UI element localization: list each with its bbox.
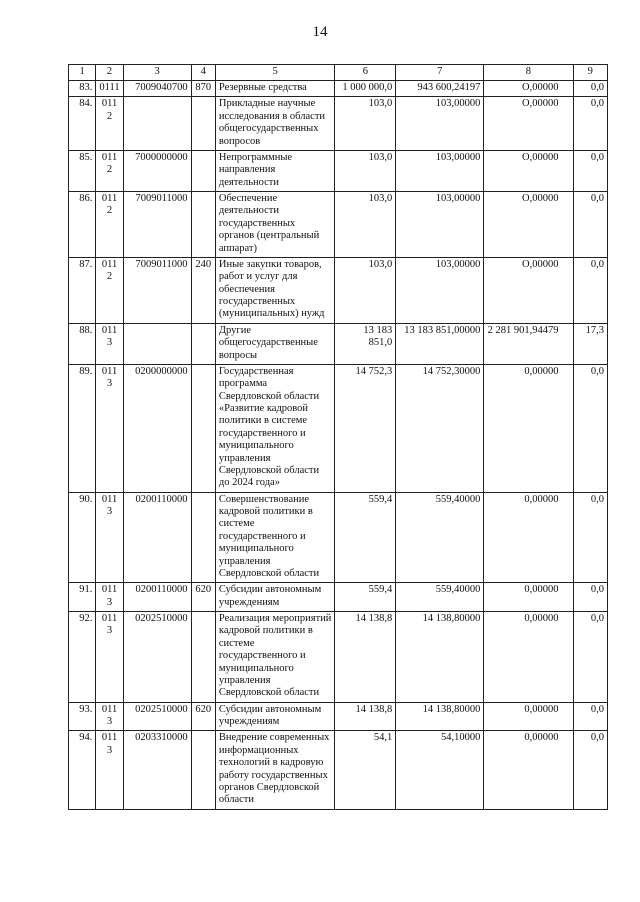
- specified-amount-cell: 103,00000: [396, 97, 484, 151]
- expense-type-cell: [191, 492, 215, 583]
- target-code-cell: 0202510000: [123, 702, 191, 731]
- row-number-cell: 85.: [69, 150, 96, 191]
- column-header: 7: [396, 65, 484, 81]
- table-row: [69, 364, 608, 492]
- table-row: [69, 192, 608, 258]
- specified-amount-cell: 14 752,30000: [396, 364, 484, 492]
- percent-cell: 0,0: [573, 612, 608, 703]
- executed-amount-cell: О,00000: [484, 192, 573, 258]
- table-row: [69, 492, 608, 583]
- section-code-cell: 0111: [96, 81, 123, 97]
- target-code-cell: 7009011000: [123, 192, 191, 258]
- executed-amount-cell: 0,00000: [484, 583, 573, 612]
- specified-amount-cell: 103,00000: [396, 150, 484, 191]
- column-header: 4: [191, 65, 215, 81]
- plan-amount-cell: 14 138,8: [335, 612, 396, 703]
- plan-amount-cell: 559,4: [335, 583, 396, 612]
- plan-amount-cell: 103,0: [335, 97, 396, 151]
- column-header: 5: [215, 65, 335, 81]
- row-number-cell: 86.: [69, 192, 96, 258]
- column-header: 9: [573, 65, 608, 81]
- specified-amount-cell: 559,40000: [396, 583, 484, 612]
- executed-amount-cell: О,00000: [484, 81, 573, 97]
- expense-type-cell: [191, 150, 215, 191]
- row-number-cell: 92.: [69, 612, 96, 703]
- column-header: 8: [484, 65, 573, 81]
- column-header: 2: [96, 65, 123, 81]
- percent-cell: 0,0: [573, 364, 608, 492]
- target-code-cell: 0200110000: [123, 492, 191, 583]
- item-name-cell: Государственная программа Свердловской области «Развитие кадровой политики в системе государственного и муниципального управления Свердловской области до 2024 года»: [215, 364, 335, 492]
- percent-cell: 0,0: [573, 702, 608, 731]
- plan-amount-cell: 54,1: [335, 731, 396, 809]
- item-name-cell: Субсидии автономным учреждениям: [215, 583, 335, 612]
- section-code-cell: 0113: [96, 492, 123, 583]
- specified-amount-cell: 943 600,24197: [396, 81, 484, 97]
- item-name-cell: Другие общегосударственные вопросы: [215, 323, 335, 364]
- plan-amount-cell: 1 000 000,0: [335, 81, 396, 97]
- expense-type-cell: [191, 364, 215, 492]
- executed-amount-cell: 2 281 901,94479: [484, 323, 573, 364]
- table-row: [69, 702, 608, 731]
- executed-amount-cell: О,00000: [484, 150, 573, 191]
- expense-type-cell: 870: [191, 81, 215, 97]
- executed-amount-cell: О,00000: [484, 97, 573, 151]
- percent-cell: 0,0: [573, 731, 608, 809]
- plan-amount-cell: 103,0: [335, 150, 396, 191]
- section-code-cell: 0112: [96, 257, 123, 323]
- executed-amount-cell: 0,00000: [484, 612, 573, 703]
- expense-type-cell: [191, 192, 215, 258]
- percent-cell: 0,0: [573, 492, 608, 583]
- expense-type-cell: [191, 612, 215, 703]
- executed-amount-cell: 0,00000: [484, 731, 573, 809]
- table-row: [69, 583, 608, 612]
- column-header: 1: [69, 65, 96, 81]
- percent-cell: 17,3: [573, 323, 608, 364]
- target-code-cell: 0202510000: [123, 612, 191, 703]
- section-code-cell: 0113: [96, 364, 123, 492]
- item-name-cell: Прикладные научные исследования в области общегосударственных вопросов: [215, 97, 335, 151]
- percent-cell: 0,0: [573, 81, 608, 97]
- item-name-cell: Непрограммные направления деятельности: [215, 150, 335, 191]
- plan-amount-cell: 103,0: [335, 192, 396, 258]
- target-code-cell: 7009040700: [123, 81, 191, 97]
- executed-amount-cell: О,00000: [484, 257, 573, 323]
- item-name-cell: Иные закупки товаров, работ и услуг для обеспечения государственных (муниципальных) нужд: [215, 257, 335, 323]
- target-code-cell: 7000000000: [123, 150, 191, 191]
- section-code-cell: 0113: [96, 731, 123, 809]
- row-number-cell: 87.: [69, 257, 96, 323]
- table-row: [69, 257, 608, 323]
- target-code-cell: 0200000000: [123, 364, 191, 492]
- row-number-cell: 91.: [69, 583, 96, 612]
- row-number-cell: 93.: [69, 702, 96, 731]
- target-code-cell: 0203310000: [123, 731, 191, 809]
- page-number: 14: [312, 24, 328, 40]
- table-row: [69, 97, 608, 151]
- executed-amount-cell: 0,00000: [484, 364, 573, 492]
- row-number-cell: 90.: [69, 492, 96, 583]
- percent-cell: 0,0: [573, 97, 608, 151]
- target-code-cell: 7009011000: [123, 257, 191, 323]
- specified-amount-cell: 103,00000: [396, 257, 484, 323]
- specified-amount-cell: 14 138,80000: [396, 612, 484, 703]
- plan-amount-cell: 13 183 851,0: [335, 323, 396, 364]
- target-code-cell: 0200110000: [123, 583, 191, 612]
- expense-type-cell: 620: [191, 583, 215, 612]
- target-code-cell: [123, 97, 191, 151]
- executed-amount-cell: 0,00000: [484, 492, 573, 583]
- budget-table: [68, 64, 608, 810]
- item-name-cell: Резервные средства: [215, 81, 335, 97]
- table-row: [69, 612, 608, 703]
- percent-cell: 0,0: [573, 257, 608, 323]
- row-number-cell: 94.: [69, 731, 96, 809]
- section-code-cell: 0112: [96, 150, 123, 191]
- expense-type-cell: 620: [191, 702, 215, 731]
- percent-cell: 0,0: [573, 583, 608, 612]
- expense-type-cell: 240: [191, 257, 215, 323]
- percent-cell: 0,0: [573, 192, 608, 258]
- executed-amount-cell: 0,00000: [484, 702, 573, 731]
- expense-type-cell: [191, 323, 215, 364]
- section-code-cell: 0113: [96, 612, 123, 703]
- section-code-cell: 0112: [96, 192, 123, 258]
- header-row: [69, 65, 608, 81]
- specified-amount-cell: 14 138,80000: [396, 702, 484, 731]
- table-row: [69, 323, 608, 364]
- specified-amount-cell: 13 183 851,00000: [396, 323, 484, 364]
- specified-amount-cell: 559,40000: [396, 492, 484, 583]
- item-name-cell: Реализация мероприятий кадровой политики в системе государственного и муниципального управления Свердловской области: [215, 612, 335, 703]
- column-header: 3: [123, 65, 191, 81]
- column-header: 6: [335, 65, 396, 81]
- row-number-cell: 89.: [69, 364, 96, 492]
- section-code-cell: 0113: [96, 583, 123, 612]
- row-number-cell: 83.: [69, 81, 96, 97]
- item-name-cell: Обеспечение деятельности государственных органов (центральный аппарат): [215, 192, 335, 258]
- section-code-cell: 0113: [96, 702, 123, 731]
- table-row: [69, 150, 608, 191]
- row-number-cell: 84.: [69, 97, 96, 151]
- table-body: [69, 81, 608, 810]
- item-name-cell: Внедрение современных информационных технологий в кадровую работу государственных органов Свердловской области: [215, 731, 335, 809]
- specified-amount-cell: 103,00000: [396, 192, 484, 258]
- plan-amount-cell: 14 138,8: [335, 702, 396, 731]
- plan-amount-cell: 559,4: [335, 492, 396, 583]
- expense-type-cell: [191, 731, 215, 809]
- section-code-cell: 0112: [96, 97, 123, 151]
- row-number-cell: 88.: [69, 323, 96, 364]
- table-row: [69, 81, 608, 97]
- item-name-cell: Совершенствование кадровой политики в системе государственного и муниципального управления Свердловской области: [215, 492, 335, 583]
- section-code-cell: 0113: [96, 323, 123, 364]
- expense-type-cell: [191, 97, 215, 151]
- item-name-cell: Субсидии автономным учреждениям: [215, 702, 335, 731]
- percent-cell: 0,0: [573, 150, 608, 191]
- table-row: [69, 731, 608, 809]
- target-code-cell: [123, 323, 191, 364]
- plan-amount-cell: 103,0: [335, 257, 396, 323]
- specified-amount-cell: 54,10000: [396, 731, 484, 809]
- plan-amount-cell: 14 752,3: [335, 364, 396, 492]
